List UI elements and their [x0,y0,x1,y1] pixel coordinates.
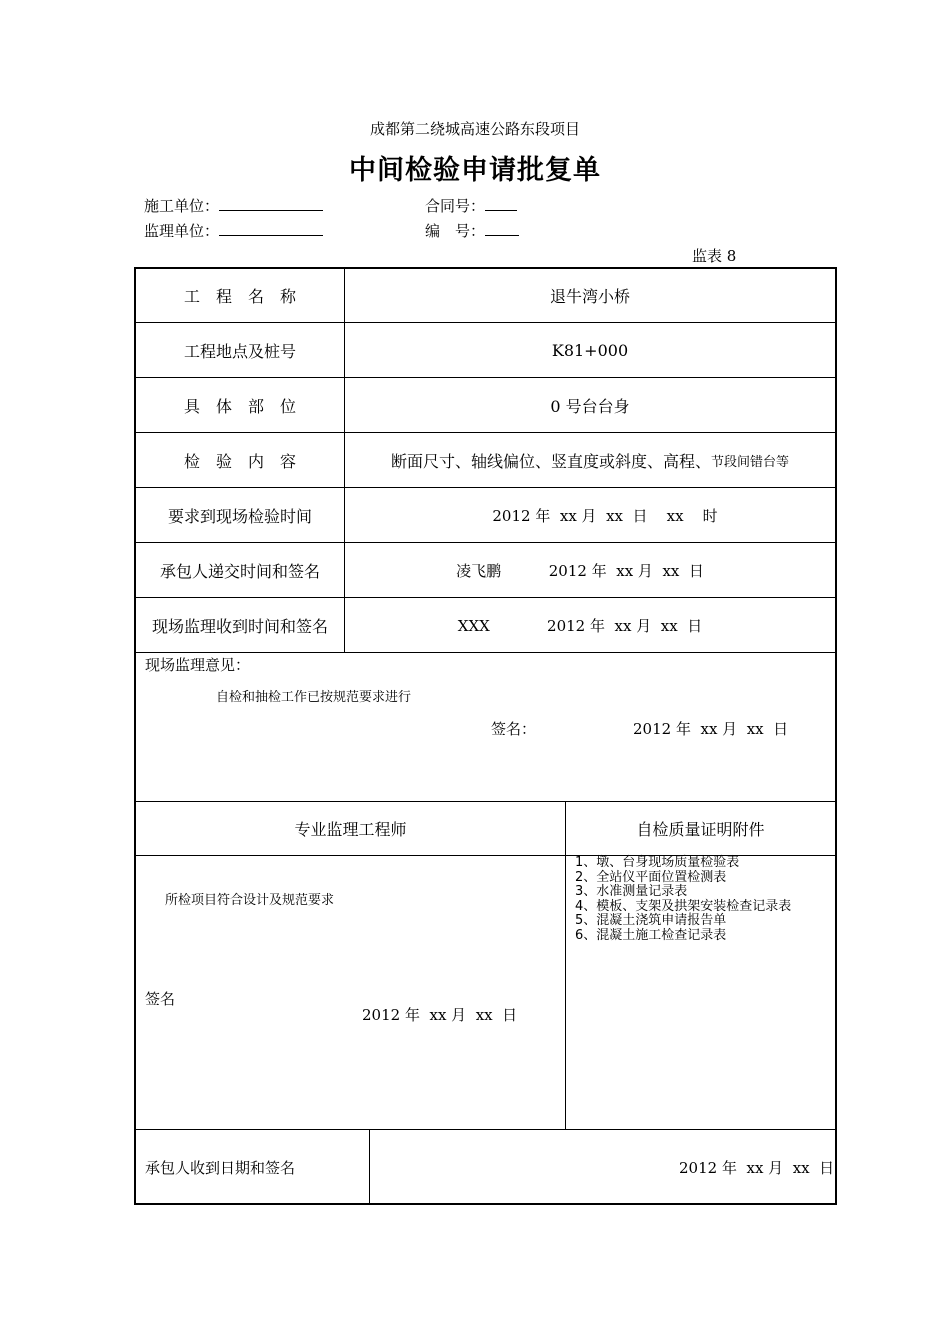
inspection-time-value[interactable]: 2012 年 xx 月 xx 日 xx 时 [492,506,718,525]
form-title: 中间检验申请批复单 [349,155,601,186]
serial-no-label: 编 号： [425,222,486,240]
site-opinion-label: 现场监理意见： [145,656,251,674]
supervision-unit-label: 监理单位： [144,222,220,240]
location-label: 工程地点及桩号 [183,341,296,361]
attachment-item: 3、水准测量记录表 [575,884,688,900]
construction-unit-field [144,195,323,216]
serial-no-field [425,220,519,241]
site-opinion-date[interactable]: 2012 年 xx 月 xx 日 [633,720,789,738]
engineer-header: 专业监理工程师 [294,820,407,839]
serial-no-blank[interactable] [485,221,519,236]
attachments-header: 自检质量证明附件 [636,820,765,839]
project-name-label: 工 程 名 称 [183,286,296,306]
inspection-content-tail: 节段间错台等 [711,454,790,470]
supervision-unit-blank[interactable] [219,221,323,236]
supervisor-receipt-value[interactable]: XXX 2012 年 xx 月 xx 日 [457,616,703,635]
construction-unit-label: 施工单位： [144,197,220,215]
site-opinion-sign-label: 签名： [491,720,537,738]
form-number: 监表 8 [692,247,737,265]
row-divider [135,1129,836,1130]
engineer-opinion-text[interactable]: 所检项目符合设计及规范要求 [165,893,335,908]
project-name: 成都第二绕城高速公路东段项目 [369,120,580,138]
contractor-submit-label: 承包人递交时间和签名 [159,561,320,581]
inspection-content-main: 断面尺寸、轴线偏位、竖直度或斜度、高程、 [390,451,711,471]
attachment-item: 4、模板、支架及拱架安装检查记录表 [575,898,792,914]
contract-no-field [425,195,517,216]
supervision-unit-field [144,220,323,241]
attachment-item: 1、墩、台身现场质量检验表 [575,855,740,870]
column-divider [369,1129,370,1204]
part-label: 具 体 部 位 [183,396,296,416]
attachment-item: 5、混凝土浇筑申请报告单 [575,913,727,929]
attachment-item: 6、混凝土施工检查记录表 [575,927,727,943]
engineer-sign-label: 签名 [145,990,176,1008]
row-divider [135,652,836,653]
inspection-content-value[interactable] [345,433,835,487]
inspection-content-label: 检 验 内 容 [183,451,296,471]
location-value[interactable]: K81+000 [551,340,629,360]
attachment-item: 2、全站仪平面位置检测表 [575,869,727,885]
contractor-receipt-date[interactable]: 2012 年 xx 月 xx 日 [679,1159,835,1177]
contract-no-blank[interactable] [485,196,517,211]
supervisor-receipt-label: 现场监理收到时间和签名 [151,616,328,636]
construction-unit-blank[interactable] [219,196,323,211]
inspection-time-label: 要求到现场检验时间 [167,506,312,526]
site-opinion-text[interactable]: 自检和抽检工作已按规范要求进行 [216,690,412,705]
attachments-list [575,856,791,944]
engineer-date[interactable]: 2012 年 xx 月 xx 日 [362,1006,518,1024]
part-value[interactable]: 0 号台台身 [550,396,630,416]
contractor-receipt-label: 承包人收到日期和签名 [145,1159,296,1177]
contract-no-label: 合同号： [425,197,486,215]
contractor-submit-value[interactable]: 凌飞鹏 2012 年 xx 月 xx 日 [456,561,704,580]
project-name-value[interactable]: 退牛湾小桥 [549,286,630,306]
